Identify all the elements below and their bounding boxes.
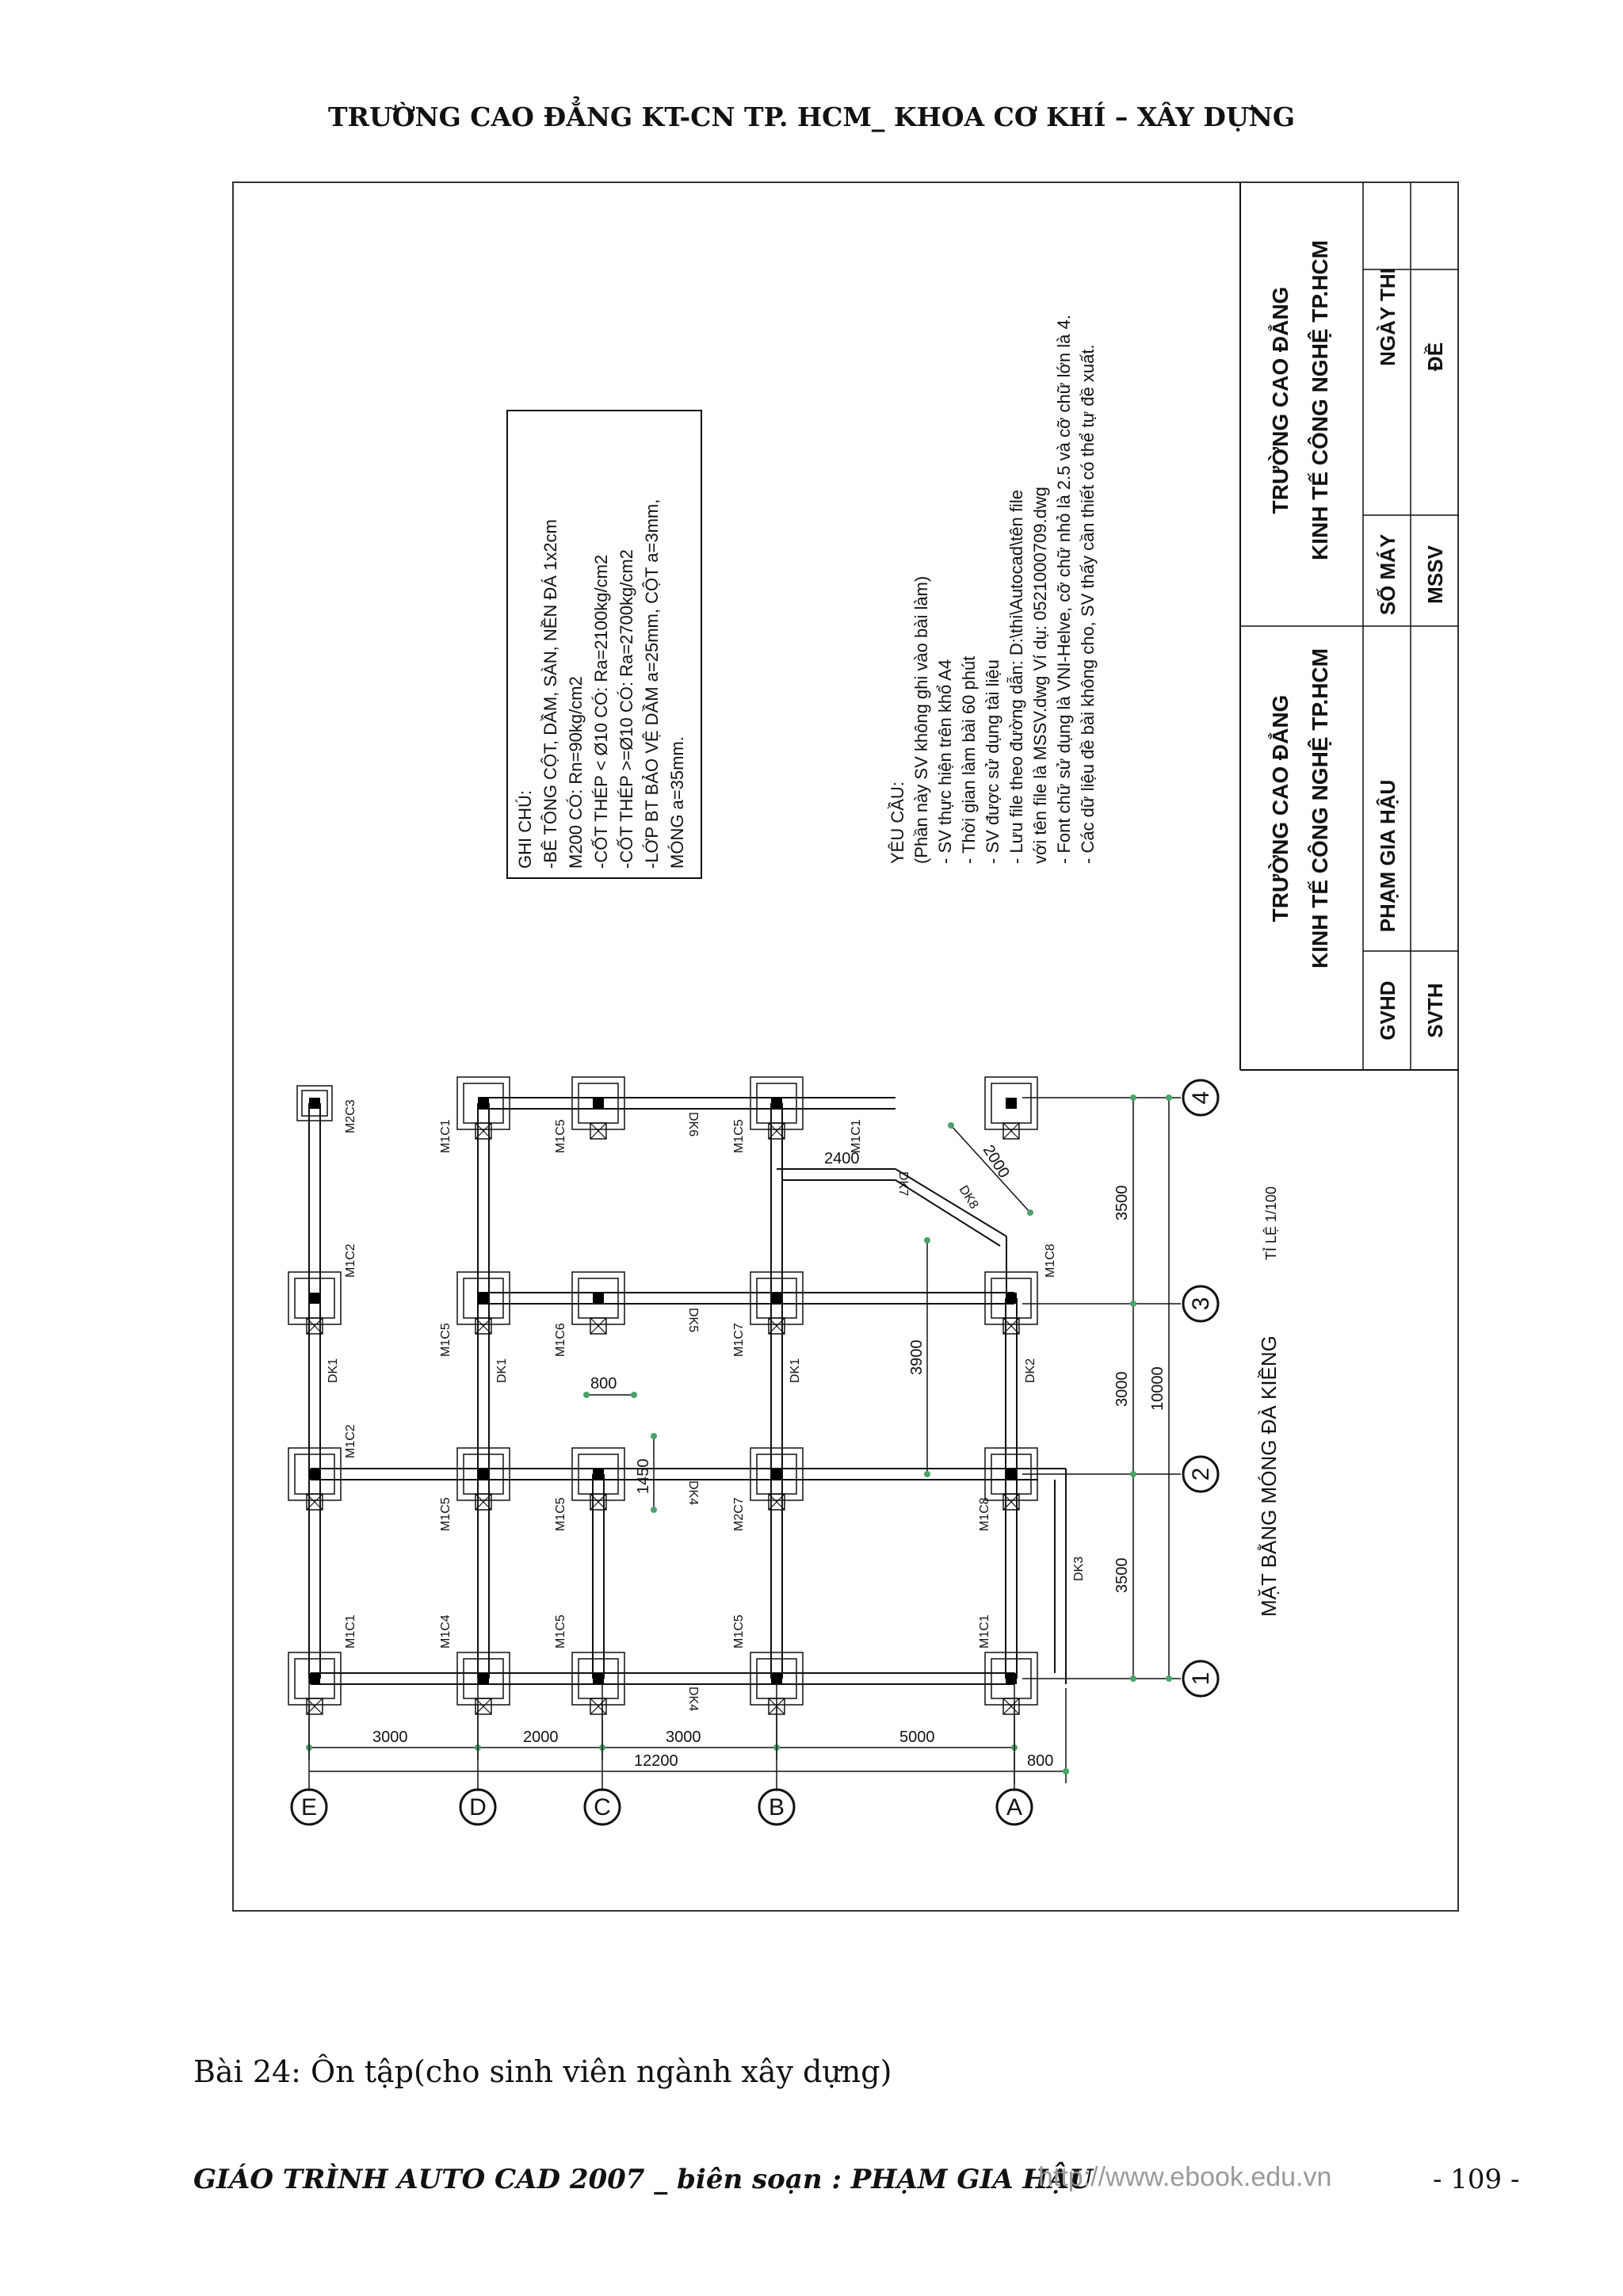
footing-label: M1C5 (554, 1119, 567, 1153)
footings (288, 1077, 1037, 1714)
req-line: (Phần này SV không ghi vào bài làm) (911, 575, 931, 864)
dim-2400: 2400 (824, 1150, 860, 1167)
beam-label: DK1 (327, 1358, 340, 1383)
dim-total-right: 10000 (1149, 1366, 1167, 1411)
axis-label: 4 (1188, 1091, 1214, 1105)
footing-label: M1C2 (344, 1244, 357, 1278)
axis-label: A (1006, 1794, 1023, 1820)
dimensions (309, 1098, 1181, 1783)
column-marker (478, 1098, 489, 1109)
requirements-text (888, 315, 1098, 864)
note-line: GHI CHÚ: (515, 790, 535, 869)
axis-bubble (585, 1790, 620, 1824)
footing-label: M1C5 (732, 1614, 746, 1648)
dim-offset: 800 (1027, 1752, 1054, 1770)
column-marker (1006, 1673, 1017, 1684)
column-marker (478, 1469, 489, 1480)
dim-3900: 3900 (908, 1339, 926, 1375)
req-line: với tên file là MSSV.dwg Ví dụ: 0521000709.dwg (1030, 487, 1050, 864)
footing-label: M1C4 (439, 1614, 453, 1648)
axis-label: 3 (1188, 1297, 1214, 1311)
req-line: - Thời gian làm bài 60 phút (959, 655, 979, 864)
notes-box (507, 411, 701, 878)
axis-bubble (759, 1790, 794, 1824)
exercise-caption: Bài 24: Ôn tập(cho sinh viên ngành xây dựng) (193, 2054, 892, 2089)
column-marker (593, 1098, 604, 1109)
beam-label: DK6 (686, 1112, 700, 1137)
tb-school-1: TRƯỜNG CAO ĐẲNG (1268, 694, 1293, 923)
axis-label: E (300, 1794, 318, 1820)
axis-label: C (594, 1794, 611, 1820)
req-line: - Font chữ sử dụng là VNI-Helve, cỡ chữ nhỏ là 2.5 và cỡ chữ lớn là 4. (1054, 315, 1074, 864)
footing-label: M1C1 (344, 1614, 357, 1648)
footing-label: M2C7 (732, 1497, 746, 1531)
column-marker (771, 1293, 782, 1304)
footing-label: M1C5 (554, 1614, 567, 1648)
axis-label: D (469, 1794, 487, 1820)
beam-label: DK1 (495, 1358, 509, 1383)
tb-school-1b: TRƯỜNG CAO ĐẲNG (1268, 286, 1293, 514)
axis-bubble (292, 1790, 327, 1824)
dim-text: 3500 (1113, 1557, 1131, 1593)
grid-axes (292, 1080, 1218, 1824)
beam-label: DK4 (686, 1480, 700, 1506)
dim-text: 5000 (899, 1729, 935, 1746)
footing-label: M1C5 (554, 1497, 567, 1531)
axis-bubble (460, 1790, 495, 1824)
tb-gvhd-name: PHẠM GIA HẬU (1376, 779, 1400, 933)
column-marker (309, 1673, 320, 1684)
column-marker (1006, 1098, 1017, 1109)
footing-label: M1C8 (1044, 1244, 1057, 1278)
dim-text: 3000 (1113, 1371, 1131, 1407)
axis-label: 2 (1188, 1467, 1214, 1481)
axis-bubble (1183, 1080, 1218, 1115)
title-block (1240, 182, 1458, 1070)
tb-svth-label: SVTH (1423, 983, 1447, 1038)
dim-800: 800 (590, 1375, 617, 1392)
column-marker (1006, 1293, 1017, 1304)
note-line: -LỚP BT BẢO VỆ DẦM a=25mm, CỘT a=3mm, (642, 499, 662, 869)
axis-bubble (997, 1790, 1032, 1824)
footing-label: M1C1 (978, 1614, 991, 1648)
dim-2000: 2000 (979, 1141, 1013, 1182)
column-marker (478, 1673, 489, 1684)
axis-bubble (1183, 1661, 1218, 1696)
footing-label: M1C8 (978, 1497, 991, 1531)
page-number: - 109 - (1433, 2164, 1520, 2195)
column-marker (593, 1293, 604, 1304)
tb-gvhd-label: GVHD (1376, 980, 1400, 1041)
dim-text: 2000 (523, 1729, 559, 1746)
note-line: -CỐT THÉP < Ø10 CÓ: Ra=2100kg/cm2 (591, 554, 611, 869)
tb-so-may: SỐ MÁY (1376, 533, 1400, 616)
footer-title: GIÁO TRÌNH AUTO CAD 2007 _ biên soạn : PHẠM GIA HẬU (193, 2164, 1093, 2195)
axis-label: 1 (1188, 1671, 1214, 1686)
tb-ngay-thi: NGÀY THI (1376, 268, 1400, 366)
footing-label: M1C1 (439, 1119, 453, 1153)
footing-label: M2C3 (344, 1099, 357, 1133)
note-line: MÓNG a=35mm. (667, 736, 687, 869)
plan-scale: TỈ LỆ 1/100 (1263, 1186, 1279, 1260)
beam-label: DK8 (956, 1183, 981, 1212)
dimension-text (372, 1142, 1167, 1770)
page-header: TRƯỜNG CAO ĐẲNG KT-CN TP. HCM_ KHOA CƠ KHÍ – XÂY DỰNG (327, 101, 1296, 132)
req-line: YÊU CẦU: (888, 781, 907, 864)
column-marker (309, 1098, 320, 1109)
note-line: -BÊ TÔNG CỘT, DẦM, SÀN, NỀN ĐÁ 1x2cm (540, 519, 560, 869)
footing-label: M1C2 (344, 1424, 357, 1458)
footing-label: M1C1 (850, 1119, 863, 1153)
dim-1450: 1450 (635, 1458, 652, 1494)
tb-mssv: MSSV (1423, 545, 1447, 604)
note-line: M200 CÓ: Rn=90kg/cm2 (566, 676, 586, 869)
tb-school-2: KINH TẾ CÔNG NGHỆ TP.HCM (1308, 648, 1332, 968)
dim-text: 3000 (666, 1729, 701, 1746)
beam-label: DK4 (686, 1687, 700, 1712)
footing-label: M1C5 (732, 1119, 746, 1153)
column-marker (771, 1098, 782, 1109)
beam-label: DK5 (686, 1308, 700, 1333)
axis-bubble (1183, 1457, 1218, 1492)
column-marker (593, 1469, 604, 1480)
tb-school-2b: KINH TẾ CÔNG NGHỆ TP.HCM (1308, 240, 1332, 560)
plan-title: MẶT BẰNG MÓNG ĐÀ KIỀNG (1257, 1335, 1281, 1617)
footing-label: M1C5 (439, 1323, 453, 1357)
footing-label: M1C6 (554, 1323, 567, 1357)
note-line: -CỐT THÉP >=Ø10 CÓ: Ra=2700kg/cm2 (617, 549, 636, 869)
beams (309, 1098, 1066, 1684)
beam-label: DK2 (1024, 1358, 1037, 1383)
dim-text: 3000 (372, 1729, 408, 1746)
dim-text: 3500 (1113, 1185, 1131, 1221)
footer-url[interactable]: http://www.ebook.edu.vn (1038, 2162, 1332, 2192)
column-marker (309, 1469, 320, 1480)
req-line: - Lưu file theo đường dẫn: D:\thi\Autocad\tên file (1006, 490, 1026, 864)
column-marker (309, 1293, 320, 1304)
tb-de: ĐỀ (1423, 342, 1447, 372)
column-marker (1006, 1469, 1017, 1480)
beam-label: DK3 (1072, 1556, 1086, 1581)
footing-label: M1C7 (732, 1323, 746, 1357)
req-line: - SV thực hiện trên khổ A4 (935, 659, 955, 864)
axis-label: B (768, 1794, 785, 1820)
req-line: - Các dữ liệu đề bài không cho, SV thấy cần thiết có thể tự đề xuất. (1078, 344, 1098, 864)
axis-bubble (1183, 1286, 1218, 1321)
beam-label: DK1 (789, 1358, 802, 1383)
beam-label: DK7 (896, 1171, 910, 1197)
footing-labels (344, 1099, 1057, 1648)
footing-label: M1C5 (439, 1497, 453, 1531)
dim-total: 12200 (634, 1752, 678, 1770)
column-marker (771, 1469, 782, 1480)
column-marker (478, 1293, 489, 1304)
req-line: - SV được sử dụng tài liệu (983, 659, 1002, 864)
